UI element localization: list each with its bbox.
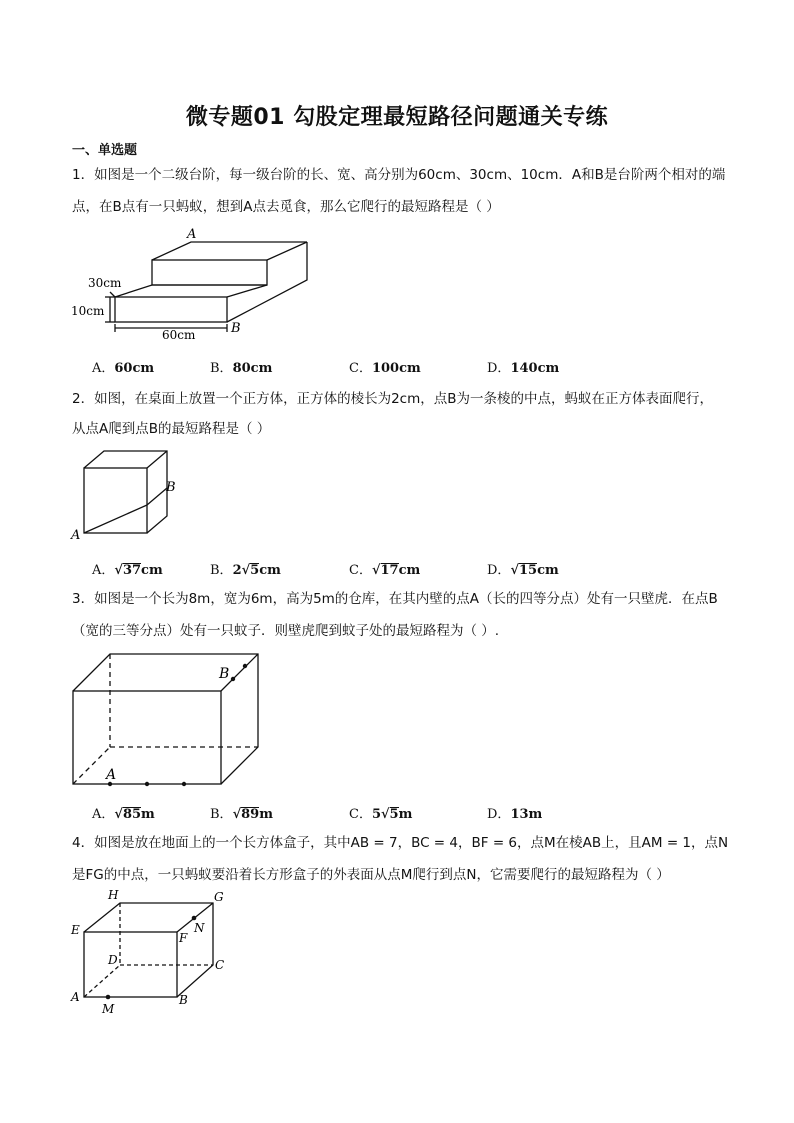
q2-option-c-unit: cm: [398, 563, 421, 578]
q2-option-a-radicand: 37: [122, 563, 142, 578]
q1-option-b[interactable]: [210, 357, 272, 376]
q3-option-a-key: A．: [92, 807, 115, 822]
q3-option-c-radicand: 5: [389, 807, 399, 822]
q3-option-d-text: 13m: [510, 807, 543, 822]
q3-label-B: B: [219, 666, 230, 682]
section-heading: 一、单选题: [72, 143, 138, 158]
q1-label-width: 30cm: [88, 276, 122, 290]
q3-option-a-radicand: 85: [122, 807, 142, 822]
q1-option-c-key: C．: [349, 361, 372, 376]
q2-option-b-key: B．: [210, 563, 233, 578]
q4-label-A: A: [71, 990, 80, 1004]
q2-option-b[interactable]: B．2√5cm: [210, 563, 281, 578]
q3-option-d[interactable]: [487, 803, 542, 822]
q3-option-a[interactable]: A．√85m: [92, 807, 155, 822]
q3-warehouse-figure: [70, 652, 270, 792]
q1-label-A: A: [187, 227, 197, 242]
q1-text-line-2: 点，在B点有一只蚂蚁，想到A点去觅食，那么它爬行的最短路程是（ ）: [72, 199, 500, 215]
q3-option-b-unit: m: [259, 807, 273, 822]
q2-option-c[interactable]: C．√17cm: [349, 563, 421, 578]
q3-option-c[interactable]: C．5√5m: [349, 807, 413, 822]
q1-text-line-1: 1．如图是一个二级台阶，每一级台阶的长、宽、高分别为60cm、30cm、10cm．A和B是台阶两个相对的端: [72, 167, 726, 183]
q3-option-b-key: B．: [210, 807, 233, 822]
q3-option-c-unit: m: [398, 807, 413, 822]
q2-option-a-unit: cm: [141, 563, 163, 578]
q4-label-N: N: [194, 921, 205, 935]
q2-option-b-radicand: 5: [250, 563, 260, 578]
q2-option-a-key: A．: [92, 563, 115, 578]
q2-cube-figure: [70, 448, 190, 548]
q2-text-line-2: 从点A爬到点B的最短路程是（ ）: [72, 421, 271, 437]
q4-box-figure: [70, 887, 240, 1017]
q1-option-d-key: D．: [487, 361, 511, 376]
q2-option-d-key: D．: [487, 563, 511, 578]
q4-label-G: G: [214, 890, 224, 904]
q3-text-line-1: 3．如图是一个长为8m，宽为6m，高为5m的仓库，在其内壁的点A（长的四等分点）处有一只壁虎．在点B: [72, 591, 718, 607]
q2-option-b-coef: 2: [232, 563, 242, 578]
q4-label-H: H: [108, 888, 119, 902]
q2-option-d-unit: cm: [537, 563, 559, 578]
q1-staircase-figure: [70, 225, 320, 345]
q2-option-d[interactable]: D．√15cm: [487, 563, 559, 578]
q3-option-c-coef: 5: [371, 807, 381, 822]
q2-option-c-radicand: 17: [380, 563, 399, 578]
q3-label-A: A: [106, 767, 117, 783]
q1-option-d-text: 140cm: [510, 361, 560, 376]
q1-option-a-key: A．: [92, 361, 115, 376]
q2-option-c-key: C．: [349, 563, 372, 578]
q4-label-E: E: [71, 923, 80, 937]
q2-text-line-1: 2．如图，在桌面上放置一个正方体，正方体的棱长为2cm，点B为一条棱的中点，蚂蚁在正方体表面爬行，: [72, 391, 714, 407]
q2-option-d-radicand: 15: [518, 563, 538, 578]
q3-option-c-key: C．: [349, 807, 372, 822]
q2-label-B: B: [166, 480, 176, 495]
q1-option-a[interactable]: [92, 357, 154, 376]
q4-label-B: B: [179, 993, 188, 1007]
q1-option-a-text: 60cm: [114, 361, 155, 376]
q1-label-B: B: [231, 321, 241, 336]
q3-option-d-key: D．: [487, 807, 511, 822]
q1-option-b-key: B．: [210, 361, 233, 376]
q1-label-length: 60cm: [162, 328, 196, 342]
q1-option-b-text: 80cm: [232, 361, 273, 376]
q2-label-A: A: [71, 528, 81, 543]
q2-option-a[interactable]: A．√37cm: [92, 563, 163, 578]
q4-label-D: D: [108, 953, 118, 967]
page-title: 微专题01 勾股定理最短路径问题通关专练: [185, 105, 609, 130]
q4-label-C: C: [215, 958, 225, 972]
q3-text-line-2: （宽的三等分点）处有一只蚊子．则壁虎爬到蚊子处的最短路程为（ ）.: [72, 623, 500, 639]
q1-label-height: 10cm: [71, 304, 105, 318]
q1-option-c[interactable]: [349, 357, 421, 376]
q2-option-b-unit: cm: [259, 563, 281, 578]
q1-option-d[interactable]: [487, 357, 559, 376]
q3-option-a-unit: m: [141, 807, 155, 822]
q3-option-b-radicand: 89: [241, 807, 260, 822]
q1-option-c-text: 100cm: [371, 361, 421, 376]
q4-label-F: F: [179, 931, 188, 945]
q4-text-line-2: 是FG的中点，一只蚂蚁要沿着长方形盒子的外表面从点M爬行到点N，它需要爬行的最短路程为（ ）: [72, 867, 670, 883]
q3-option-b[interactable]: B．√89m: [210, 807, 273, 822]
q4-text-line-1: 4．如图是放在地面上的一个长方体盒子，其中AB = 7，BC = 4，BF = 6，点M在棱AB上，且AM = 1，点N: [72, 835, 729, 851]
q4-label-M: M: [102, 1002, 115, 1016]
